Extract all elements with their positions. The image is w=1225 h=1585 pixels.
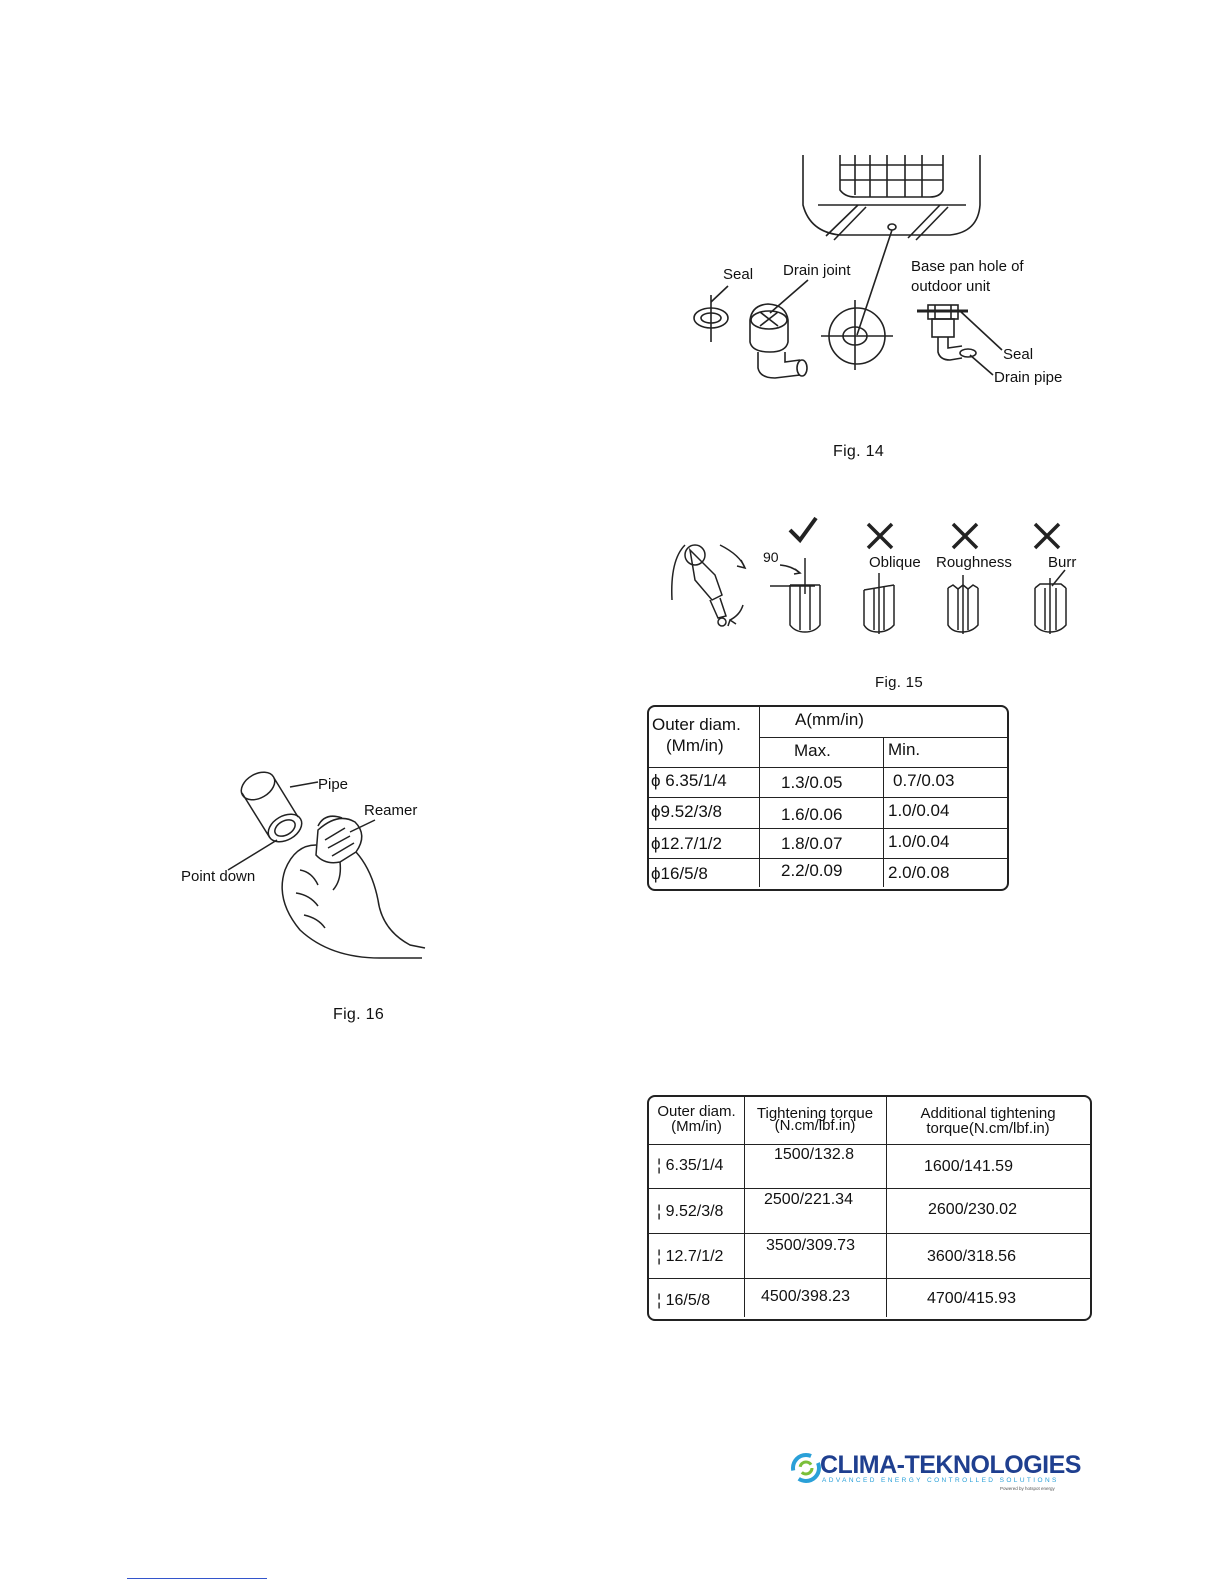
table-b-row-1-diam: ¦ 6.35/1/4 (657, 1157, 724, 1174)
fig15-burr-label: Burr (1048, 554, 1077, 571)
table-a-row-1-diam: ϕ 6.35/1/4 (651, 771, 727, 790)
table-a-row-4-min: 2.0/0.08 (888, 863, 950, 882)
table-b-header-torque-2: (N.cm/lbf.in) (774, 1117, 856, 1134)
table-b-header-outer-2: (Mm/in) (671, 1118, 722, 1135)
fig15-angle-label: 90 (763, 549, 779, 565)
company-logo (790, 1450, 1081, 1495)
table-a-header-outer-2: (Mm/in) (666, 736, 724, 755)
table-b-row-3-add: 3600/318.56 (927, 1248, 1016, 1265)
table-b-row-4-diam: ¦ 16/5/8 (657, 1292, 711, 1309)
table-a-row-2-diam: ϕ9.52/3/8 (651, 802, 722, 821)
table-a-row-4-max: 2.2/0.09 (781, 861, 843, 880)
table-b-row-2-diam: ¦ 9.52/3/8 (657, 1203, 724, 1220)
table-b-row-1-torque: 1500/132.8 (774, 1146, 855, 1163)
fig14-seal-right-label: Seal (1003, 346, 1034, 363)
table-b-row-4-add: 4700/415.93 (927, 1290, 1016, 1307)
table-b-row-4-torque: 4500/398.23 (761, 1288, 850, 1305)
fig14-seal-label: Seal (723, 266, 754, 283)
table-a-header-outer-1: Outer diam. (652, 715, 741, 734)
fig16-pipe-label: Pipe (318, 776, 349, 793)
table-a-header-max: Max. (794, 741, 831, 760)
logo-powered: Powered by hotspot energy (1000, 1486, 1055, 1491)
fig16-reamer-label: Reamer (364, 802, 418, 819)
table-a-header-a: A(mm/in) (795, 710, 864, 729)
table-a-row-1-max: 1.3/0.05 (781, 773, 843, 792)
swirl-icon (790, 1452, 822, 1484)
table-a-row-1-min: 0.7/0.03 (893, 771, 955, 790)
table-a-row-3-max: 1.8/0.07 (781, 834, 843, 853)
table-a-row-3-diam: ϕ12.7/1/2 (651, 834, 722, 853)
fig14-caption: Fig. 14 (833, 443, 885, 460)
fig15-caption: Fig. 15 (875, 674, 923, 691)
table-b-header-add-1: Additional tightening (920, 1105, 1056, 1122)
fig16-point-down-label: Point down (181, 868, 256, 885)
table-a-row-3-min: 1.0/0.04 (888, 832, 950, 851)
fig14-drain-joint-label: Drain joint (783, 262, 851, 279)
fig14-drain-pipe-label: Drain pipe (994, 369, 1063, 386)
table-b-header-add-2: torque(N.cm/lbf.in) (926, 1120, 1050, 1137)
fig15-oblique-label: Oblique (869, 554, 921, 571)
logo-tagline: ADVANCED ENERGY CONTROLLED SOLUTIONS (822, 1477, 1059, 1484)
table-a-row-2-min: 1.0/0.04 (888, 801, 950, 820)
footer-link-underline (127, 1578, 267, 1579)
table-b-row-2-add: 2600/230.02 (928, 1201, 1017, 1218)
table-b-header-torque-1: Tightening torque (756, 1105, 874, 1122)
torque-table (647, 1095, 1092, 1321)
table-a-header-min: Min. (888, 740, 921, 759)
table-a-row-2-max: 1.6/0.06 (781, 805, 843, 824)
table-a-row-4-diam: ϕ16/5/8 (651, 864, 708, 883)
fig14-base-pan-label-1: Base pan hole of (911, 258, 1024, 275)
table-b-row-2-torque: 2500/221.34 (764, 1191, 853, 1208)
fig14-base-pan-label-2: outdoor unit (911, 278, 991, 295)
table-b-row-1-add: 1600/141.59 (924, 1158, 1013, 1175)
logo-name: CLIMA-TEKNOLOGIES (820, 1451, 1081, 1479)
fig16-caption: Fig. 16 (333, 1006, 385, 1023)
table-b-row-3-diam: ¦ 12.7/1/2 (657, 1248, 724, 1265)
fig15-roughness-label: Roughness (936, 554, 1012, 571)
table-b-header-outer-1: Outer diam. (657, 1103, 736, 1120)
table-b-row-3-torque: 3500/309.73 (766, 1237, 855, 1254)
